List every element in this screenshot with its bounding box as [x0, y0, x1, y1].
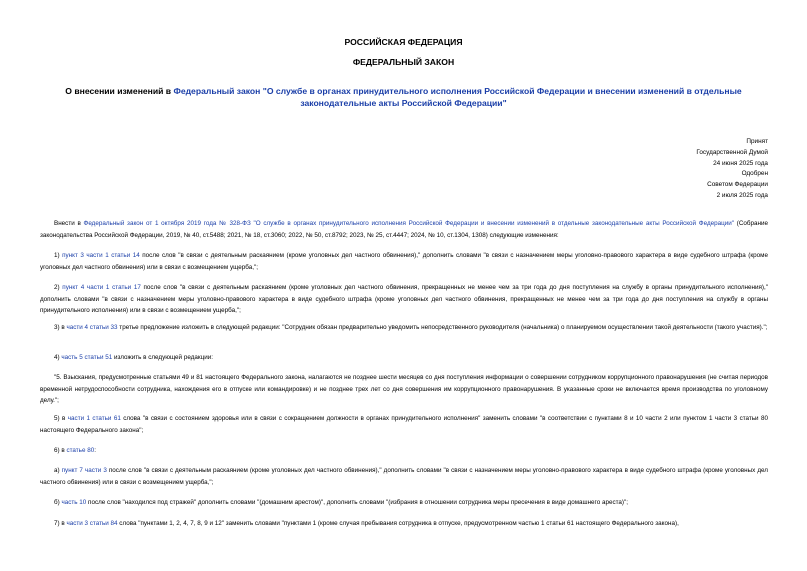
item-1: [40, 250, 768, 273]
item-6-text: :: [94, 447, 96, 454]
item-6b-link[interactable]: часть 10: [61, 499, 87, 506]
item-4-quote: "5. Взыскания, предусмотренные статьями 49 и 81 настоящего Федерального закона, налагаются не позднее шести месяцев со дня поступления информации о совершении сотрудником коррупционного правонарушения (не считая периодов временной нетрудоспособности сотрудника, нахождения его в отпуске или командировке) и не позднее трех лет со дня совершения им коррупционного правонарушения. В указанные сроки не включается время производства по уголовному делу.";: [40, 374, 768, 404]
item-2-text: после слов "в связи с деятельным раскаянием (кроме уголовных дел частного обвинения, прекращенных не менее чем за три года до дня поступления на службу в органы принудительного исполнения)," дополнить словами "в связи с назначением меры уголовно-правового характера в виде судебного штрафа (кроме уголовных дел частного обвинения, прекращенных не менее чем за три года до дня поступления на службу в органы принудительного исполнения) или в связи с возмещением ущерба,";: [40, 284, 768, 314]
item-4: [40, 352, 768, 364]
doc-type-heading: ФЕДЕРАЛЬНЫЙ ЗАКОН: [352, 57, 455, 67]
law-title: [40, 86, 767, 109]
item-7-text: слова "пунктами 1, 2, 4, 7, 8, 9 и 12" заменить словами "пунктами 1 (кроме случая пребывания сотрудника в отпуске, предусмотренном частью 1 статьи 61 настоящего Федерального закона),: [117, 520, 679, 527]
item-2: [40, 282, 768, 317]
intro-text-end: (Собрание законодательства Российской Федерации, 2019, № 40, ст.5488; 2021, № 18, ст.3060; 2022, № 50, ст.8792; 2023, № 25, ст.4447; 2024, № 10, ст.1304, 1308) следующие изменения:: [40, 220, 768, 239]
item-3: [40, 322, 768, 334]
item-6b-letter: б): [54, 499, 62, 506]
item-4-link[interactable]: часть 5 статьи 51: [61, 354, 113, 361]
item-6a: [40, 465, 768, 488]
item-1-text: после слов "в связи с деятельным раскаянием (кроме уголовных дел частного обвинения)," дополнить словами "в связи с назначением меры уголовно-правового характера в виде судебного штрафа (кроме уголовных дел частного обвинения) или в связи с возмещением ущерба,";: [40, 252, 768, 271]
item-6-link[interactable]: статье 80: [66, 447, 95, 454]
adoption-line-duma-date: 24 июня 2025 года: [713, 159, 768, 167]
item-5-link[interactable]: части 1 статьи 61: [67, 415, 121, 422]
item-6-number: 6) в: [54, 447, 67, 454]
item-3-link[interactable]: части 4 статьи 33: [66, 324, 118, 331]
item-4-number: 4): [54, 354, 62, 361]
item-2-link[interactable]: пункт 4 части 1 статьи 17: [62, 284, 141, 291]
intro-paragraph: [40, 218, 768, 241]
adoption-line-duma: Государственной Думой: [696, 148, 768, 156]
item-3-number: 3) в: [54, 324, 67, 331]
item-2-number: 2): [54, 284, 63, 291]
title-law-link[interactable]: Федеральный закон "О службе в органах принудительного исполнения Российской Федерации и внесении изменений в отдельные законодательные акты Российской Федерации": [173, 86, 742, 108]
item-7-link[interactable]: части 3 статьи 84: [66, 520, 118, 527]
adoption-block: [600, 137, 768, 202]
item-6a-link[interactable]: пункт 7 части 3: [61, 467, 107, 474]
intro-law-link[interactable]: Федеральный закон от 1 октября 2019 года № 328-ФЗ "О службе в органах принудительного исполнения Российской Федерации и внесении изменений в отдельные законодательные акты Российской Федерации": [83, 220, 735, 227]
item-4-text: изложить в следующей редакции:: [112, 354, 214, 361]
item-7-number: 7) в: [54, 520, 67, 527]
item-5: [40, 413, 768, 436]
item-6b: [40, 497, 768, 509]
item-1-link[interactable]: пункт 3 части 1 статьи 14: [62, 252, 140, 259]
item-1-number: 1): [54, 252, 63, 259]
intro-text-start: Внести в: [54, 220, 84, 227]
item-5-number: 5) в: [54, 415, 68, 422]
item-6a-text: после слов "в связи с деятельным раскаянием (кроме уголовных дел частного обвинения)," дополнить словами "в связи с назначением меры уголовно-правового характера в виде судебного штрафа (кроме уголовных дел частного обвинения) или в связи с возмещением ущерба,";: [40, 467, 768, 486]
adoption-line-approved: Одобрен: [741, 170, 768, 178]
country-heading: РОССИЙСКАЯ ФЕДЕРАЦИЯ: [344, 37, 463, 47]
title-prefix: О внесении изменений в: [65, 86, 174, 96]
adoption-line-accepted: Принят: [746, 138, 768, 145]
adoption-line-council: Советом Федерации: [707, 181, 768, 189]
item-6: [40, 445, 768, 457]
item-6a-letter: а): [54, 467, 62, 474]
item-3-text: третье предложение изложить в следующей редакции: "Сотрудник обязан предварительно уведомить непосредственного руководителя (начальника) о планируемом осуществлении такой деятельности (такого участия).";: [117, 324, 768, 331]
item-5-text: слова "в связи с состоянием здоровья или в связи с сокращением должности в органах принудительного исполнения" заменить словами "в соответствии с пунктами 8 и 10 части 2 или пунктом 1 части 3 статьи 80 настоящего Федерального закона";: [40, 415, 768, 434]
item-7: [40, 518, 768, 530]
item-6b-text: после слов "находился под стражей" дополнить словами "(домашним арестом)", дополнить словами "(избрания в отношении сотрудника меры пресечения в виде домашнего ареста)";: [86, 499, 629, 506]
adoption-line-council-date: 2 июля 2025 года: [716, 191, 768, 199]
